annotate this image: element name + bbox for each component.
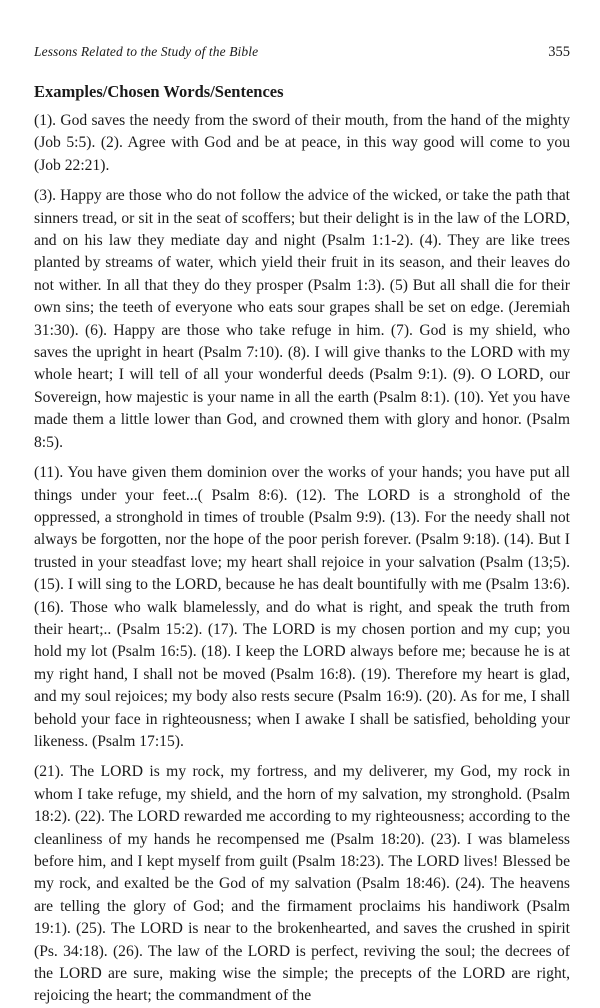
page-number: 355 [548, 44, 570, 60]
paragraph-4: (21). The LORD is my rock, my fortress, and my deliverer, my God, my rock in whom I take refuge, my shield, and the horn of my salvation, my stronghold. (Psalm 18:2). (22). The LORD rewarded me according to my righteousness; according to the cleanliness of my hands he recompensed me (Psalm 18:20). (23). I was blameless before him, and I kept myself from guilt (Psalm 18:23). The LORD lives! Blessed be my rock, and exalted be the God of my salvation (Psalm 18:46). (24). The heavens are telling the glory of God; and the firmament proclaims his handiwork (Psalm 19:1). (25). The LORD is near to the brokenhearted, and saves the crushed in spirit (Ps. 34:18). (26). The law of the LORD is perfect, reviving the soul; the decrees of the LORD are sure, making wise the simple; the precepts of the LORD are right, rejoicing the heart; the commandment of the [34, 763, 570, 1005]
running-head [34, 0, 570, 64]
paragraph-3: (11). You have given them dominion over the works of your hands; you have put all things under your feet...( Psalm 8:6). (12). The LORD is a stronghold of the oppressed, a stronghold in times of trouble (Psalm 9:9). (13). For the needy shall not always be forgotten, nor the hope of the poor perish forever. (Psalm 9:18). (14). But I trusted in your steadfast love; my heart shall rejoice in your salvation (Psalm (13;5). (15). I will sing to the LORD, because he has dealt bountifully with me (Psalm 13:6). (16). Those who walk blamelessly, and do what is right, and speak the truth from their heart;.. (Psalm 15:2). (17). The LORD is my chosen portion and my cup; you hold my lot (Psalm 16:5). (18). I keep the LORD always before me; because he is at my right hand, I shall not be moved (Psalm 16:8). (19). Therefore my heart is glad, and my soul rejoices; my body also rests secure (Psalm 16:9). (20). As for me, I shall behold your face in righteousness; when I awake I shall be satisfied, beholding your likeness. (Psalm 17:15). [34, 464, 570, 750]
running-title: Lessons Related to the Study of the Bible [34, 44, 259, 59]
paragraph-2: (3). Happy are those who do not follow the advice of the wicked, or take the path that sinners tread, or sit in the seat of scoffers; but their delight is in the law of the LORD, and on his law they mediate day and night (Psalm 1:1-2). (4). They are like trees planted by streams of water, which yield their fruit in its season, and their leaves do not wither. In all that they do they prosper (Psalm 1:3). (5) But all shall die for their own sins; the teeth of everyone who eats sour grapes shall be set on edge. (Jeremiah 31:30). (6). Happy are those who take refuge in him. (7). God is my shield, who saves the upright in heart (Psalm 7:10). (8). I will give thanks to the LORD with my whole heart; I will tell of all your wonderful deeds (Psalm 9:1). (9). O LORD, our Sovereign, how majestic is your name in all the earth (Psalm 8:1). (10). Yet you have made them a little lower than God, and crowned them with glory and honor. (Psalm 8:5). [34, 187, 570, 451]
section-heading: Examples/Chosen Words/Sentences [34, 82, 284, 101]
paragraph-1: (1). God saves the needy from the sword of their mouth, from the hand of the mighty (Job 5:5). (2). Agree with God and be at peace, in this way good will come to you (Job 22:21). [34, 112, 570, 174]
